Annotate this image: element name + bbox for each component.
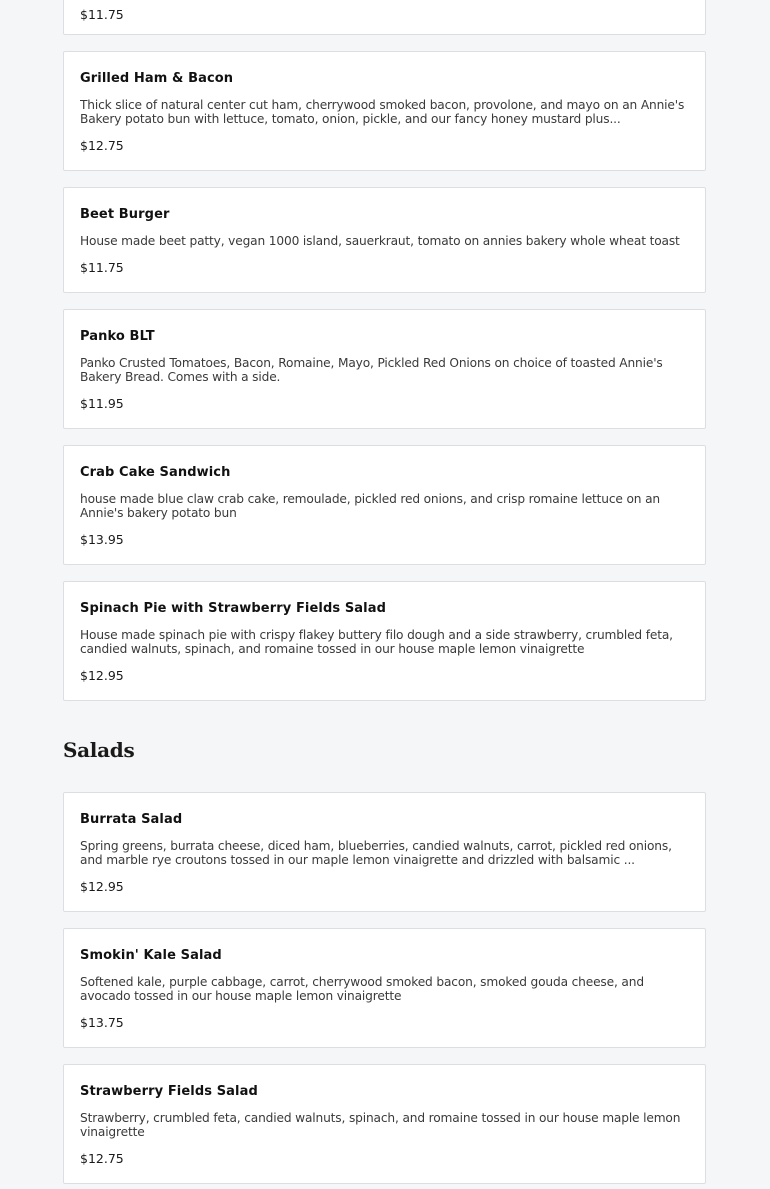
item-description: House made beet patty, vegan 1000 island, sauerkraut, tomato on annies bakery whole wheat toast bbox=[80, 234, 680, 248]
menu-item-card[interactable] bbox=[63, 0, 706, 35]
menu-item-card[interactable] bbox=[63, 187, 706, 293]
item-name: Beet Burger bbox=[80, 207, 170, 222]
item-price: $13.75 bbox=[80, 1015, 124, 1030]
item-description: Strawberry, crumbled feta, candied walnuts, spinach, and romaine tossed in our house maple lemon vinaigrette bbox=[80, 1111, 681, 1139]
item-description: Thick slice of natural center cut ham, cherrywood smoked bacon, provolone, and mayo on an Annie's Bakery potato bun with lettuce, tomato, onion, pickle, and our fancy honey mustard plus... bbox=[80, 98, 685, 126]
item-description: Panko Crusted Tomatoes, Bacon, Romaine, Mayo, Pickled Red Onions on choice of toasted Annie's Bakery Bread. Comes with a side. bbox=[80, 356, 663, 384]
menu-item-card[interactable] bbox=[63, 1064, 706, 1184]
item-name: Burrata Salad bbox=[80, 812, 183, 827]
item-description: Spring greens, burrata cheese, diced ham, blueberries, candied walnuts, carrot, pickled red onions, and marble rye croutons tossed in our maple lemon vinaigrette and drizzled with balsamic ... bbox=[80, 839, 672, 867]
section-title-salads: Salads bbox=[63, 738, 135, 762]
item-price: $12.75 bbox=[80, 1151, 124, 1166]
item-name: Grilled Ham & Bacon bbox=[80, 71, 234, 86]
item-name: Crab Cake Sandwich bbox=[80, 465, 231, 480]
menu-item-card[interactable] bbox=[63, 445, 706, 565]
menu-item-card[interactable] bbox=[63, 928, 706, 1048]
item-price: $11.75 bbox=[80, 7, 124, 22]
item-name: Panko BLT bbox=[80, 329, 155, 344]
item-name: Smokin' Kale Salad bbox=[80, 948, 222, 963]
menu-item-card[interactable] bbox=[63, 581, 706, 701]
item-description: Softened kale, purple cabbage, carrot, cherrywood smoked bacon, smoked gouda cheese, and avocado tossed in our house maple lemon vinaigrette bbox=[80, 975, 644, 1003]
item-price: $11.95 bbox=[80, 396, 124, 411]
item-description: House made spinach pie with crispy flakey buttery filo dough and a side strawberry, crumbled feta, candied walnuts, spinach, and romaine tossed in our house maple lemon vinaigrette bbox=[80, 628, 673, 656]
item-price: $12.75 bbox=[80, 138, 124, 153]
item-price: $12.95 bbox=[80, 668, 124, 683]
menu-item-card[interactable] bbox=[63, 309, 706, 429]
item-name: Strawberry Fields Salad bbox=[80, 1084, 258, 1099]
item-price: $12.95 bbox=[80, 879, 124, 894]
menu-item-card[interactable] bbox=[63, 792, 706, 912]
item-price: $13.95 bbox=[80, 532, 124, 547]
item-name: Spinach Pie with Strawberry Fields Salad bbox=[80, 601, 386, 616]
menu-item-card[interactable] bbox=[63, 51, 706, 171]
item-description: house made blue claw crab cake, remoulade, pickled red onions, and crisp romaine lettuce on an Annie's bakery potato bun bbox=[80, 492, 660, 520]
item-price: $11.75 bbox=[80, 260, 124, 275]
